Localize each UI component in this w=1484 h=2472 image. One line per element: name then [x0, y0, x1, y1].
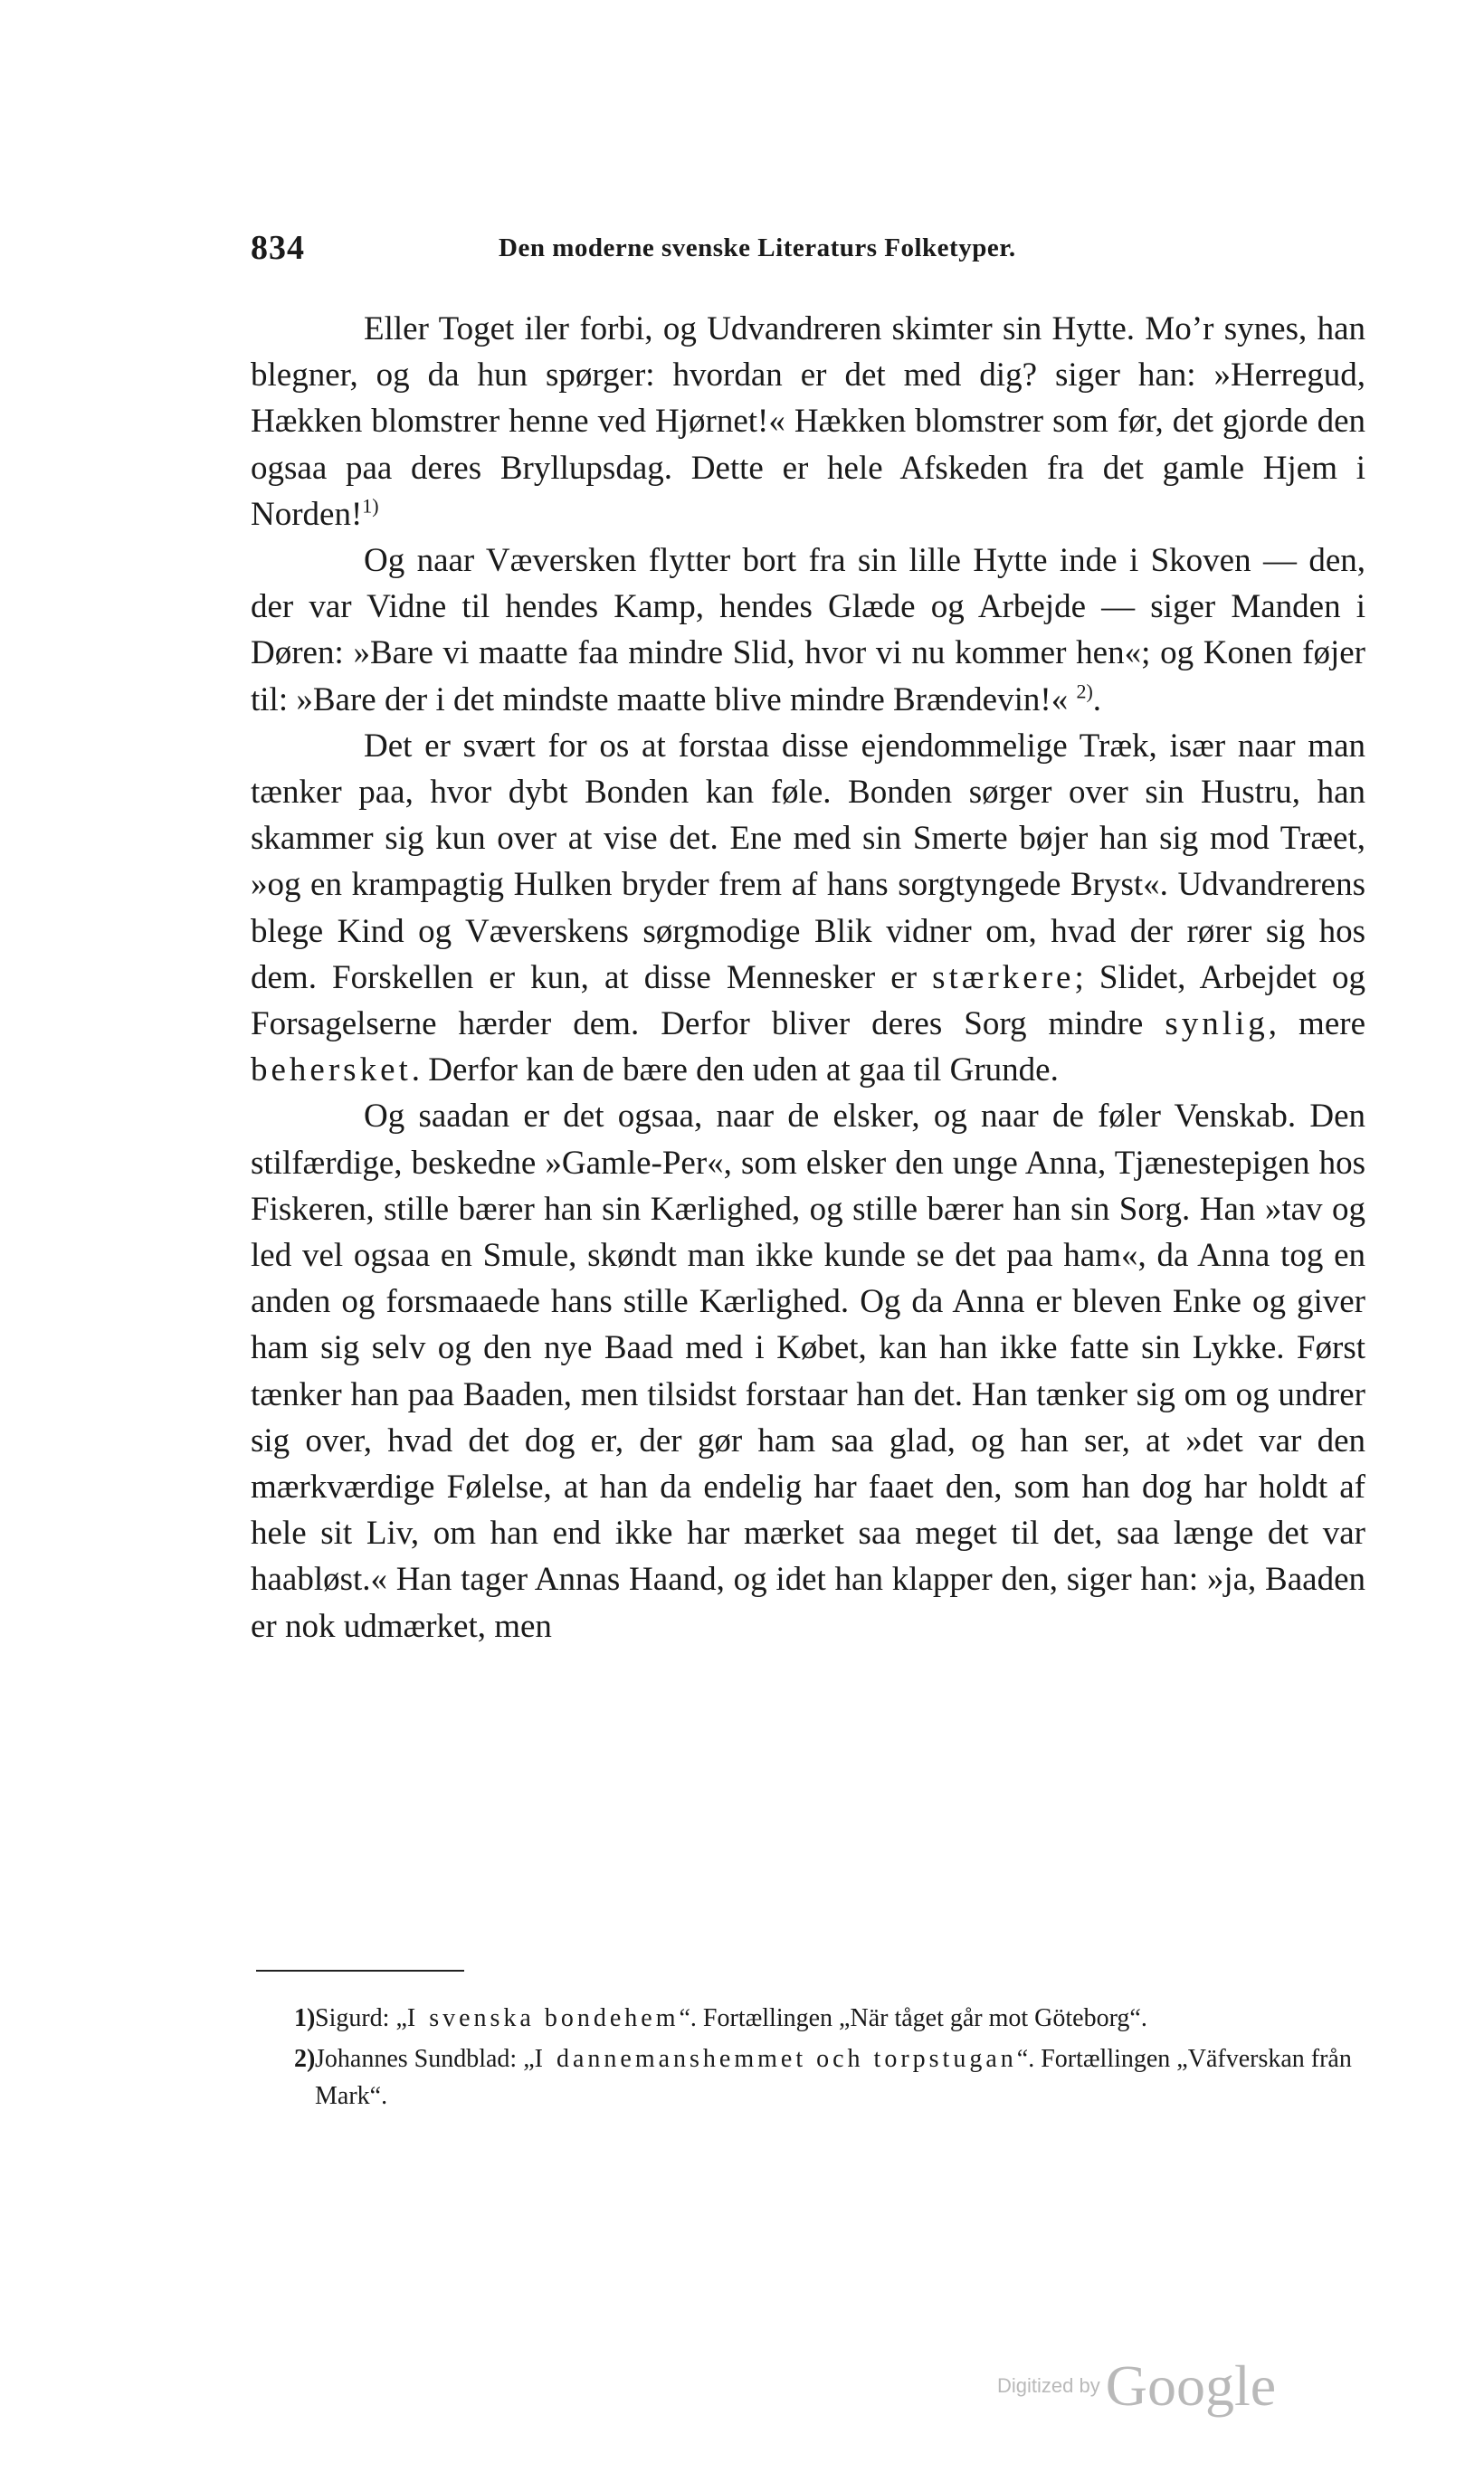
footnote [294, 2040, 1366, 2115]
spaced-emphasis-text: I dannemanshemmet och torpstugan [534, 2045, 1017, 2073]
footnotes [294, 2000, 1366, 2118]
text-run: . Derfor kan de bære den uden at gaa til Grunde. [411, 1051, 1059, 1089]
footnote-reference: 1) [362, 494, 379, 518]
text-run: Det er svært for os at forstaa disse ejendommelige Træk, især naar man tænker paa, hvor dybt Bonden kan føle. Bonden sørger over sin Hustru, han skammer sig kun over at vise det. Ene med sin Smerte bøjer han sig mod Træet, »og en krampagtig Hulken bryder frem af hans sorgtyngede Bryst«. Udvandrerens blege Kind og Væverskens sørgmodige Blik vidner om, hvad der rører sig hos dem. Forskellen er kun, at disse Mennesker er [251, 727, 1365, 996]
footnote-reference: 2) [1076, 680, 1093, 703]
text-run: “. Fortællingen „När tåget går mot Göteborg“. [679, 2004, 1147, 2032]
footnote-divider [256, 1970, 464, 1972]
spaced-emphasis-text: stærkere [932, 958, 1075, 996]
body-paragraph [251, 306, 1365, 537]
footnote-marker: 2) [294, 2045, 316, 2073]
google-logo: Google [1105, 2353, 1277, 2418]
footnote [294, 2000, 1366, 2037]
text-run: Og naar Væversken flytter bort fra sin lille Hytte inde i Skoven — den, der var Vidne til hendes Kamp, hendes Glæde og Arbejde — siger Manden i Døren: »Bare vi maatte faa mindre Slid, hvor vi nu kommer hen«; og Konen føjer til: »Bare der i det mindste maatte blive mindre Brændevin!« [251, 542, 1365, 718]
text-run: Og saadan er det ogsaa, naar de elsker, og naar de føler Venskab. Den stilfærdige, beskedne »Gamle-Per«, som elsker den unge Anna, Tjænestepigen hos Fiskeren, stille bærer han sin Kærlighed, og stille bærer han sin Sorg. Han »tav og led vel ogsaa en Smule, skøndt man ikke kunde se det paa ham«, da Anna tog en anden og forsmaaede hans stille Kærlighed. Og da Anna er bleven Enke og giver ham sig selv og den nye Baad med i Købet, kan han ikke fatte sin Lykke. Først tænker han paa Baaden, men tilsidst forstaar han det. Han tænker sig om og undrer sig over, hvad det dog er, der gør ham saa glad, og han ser, at »det var den mærkværdige Følelse, at han da endelig har faaet den, som han dog har holdt af hele sit Liv, om han end ikke har mærket saa meget til det, saa længe det var haabløst.« Han tager Annas Haand, og idet han klapper den, siger han: »ja, Baaden er nok udmærket, men [251, 1098, 1365, 1645]
page-number: 834 [251, 229, 305, 267]
digitized-by-google-watermark [997, 2353, 1276, 2420]
footnote-marker: 1) [294, 2004, 316, 2032]
page-header [251, 228, 1382, 282]
spaced-emphasis-text: behersket [251, 1051, 412, 1089]
spaced-emphasis-text: I svenska bondehem [406, 2004, 680, 2032]
watermark-prefix: Digitized by [997, 2374, 1100, 2397]
text-run: . [1092, 680, 1102, 718]
text-run: Sigurd: „ [315, 2004, 407, 2032]
text-run: Eller Toget iler forbi, og Udvandreren skimter sin Hytte. Mo’r synes, han blegner, og da hun spørger: hvordan er det med dig? siger han: »Herregud, Hækken blomstrer henne ved Hjørnet!« Hækken blomstrer som før, det gjorde den ogsaa paa deres Bryllupsdag. Dette er hele Afskeden fra det gamle Hjem i Norden! [251, 310, 1365, 533]
body-text [251, 306, 1365, 1650]
text-run: “. Fortællingen „Väfverskan från Mark“. [315, 2045, 1352, 2110]
spaced-emphasis-text: synlig [1165, 1005, 1269, 1043]
body-paragraph [251, 1093, 1365, 1649]
body-paragraph [251, 537, 1365, 723]
text-run: ; Slidet, Arbejdet og Forsagelserne hærder dem. Derfor bliver deres Sorg mindre [251, 958, 1365, 1043]
text-run: Johannes Sundblad: „ [315, 2045, 535, 2073]
running-title: Den moderne svenske Literaturs Folketyper. [499, 233, 1016, 262]
body-paragraph [251, 723, 1365, 1094]
text-run: , mere [1268, 1005, 1365, 1043]
